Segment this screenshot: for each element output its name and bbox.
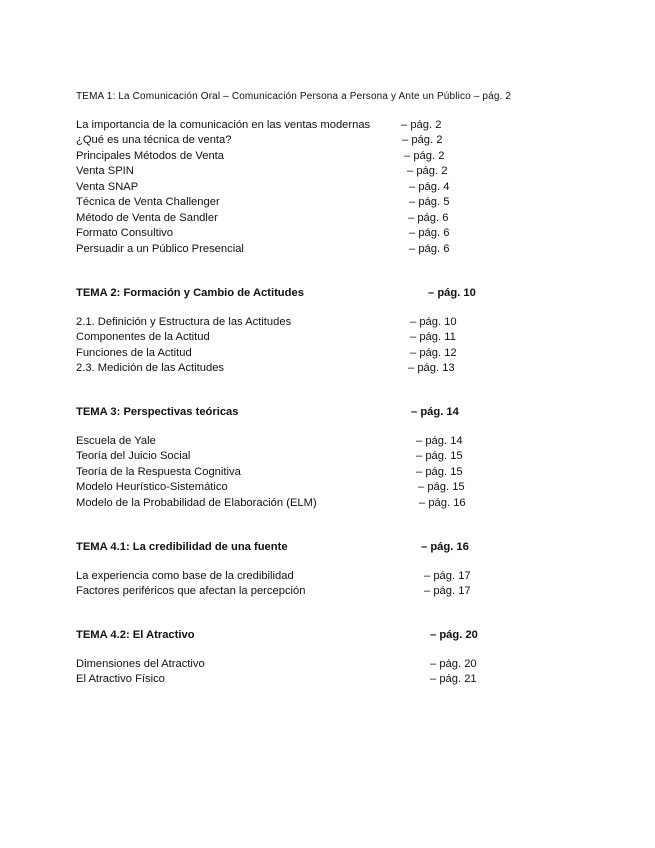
toc-item-label: Técnica de Venta Challenger xyxy=(76,196,220,208)
toc-item-label: Teoría del Juicio Social xyxy=(76,450,191,462)
toc-item-page: – pág. 15 xyxy=(416,450,463,462)
toc-item-label: Escuela de Yale xyxy=(76,435,156,447)
toc-item-page: – pág. 2 xyxy=(404,150,445,162)
toc-item-page: – pág. 14 xyxy=(416,435,463,447)
toc-item-page: – pág. 6 xyxy=(409,227,450,239)
tema3-heading: TEMA 3: Perspectivas teóricas xyxy=(76,406,239,418)
toc-item-label: Venta SPIN xyxy=(76,165,134,177)
toc-item-page: – pág. 2 xyxy=(402,134,443,146)
toc-item-label: Venta SNAP xyxy=(76,181,139,193)
toc-item-page: – pág. 11 xyxy=(410,331,456,343)
toc-item-label: La importancia de la comunicación en las ventas modernas xyxy=(76,119,371,131)
tema41-heading: TEMA 4.1: La credibilidad de una fuente xyxy=(76,541,288,553)
toc-item-label: Funciones de la Actitud xyxy=(76,347,192,359)
toc-item-page: – pág. 6 xyxy=(409,243,450,255)
tema1-heading: TEMA 1: La Comunicación Oral – Comunicación Persona a Persona y Ante un Público – pág. 2 xyxy=(76,91,512,102)
toc-item-page: – pág. 5 xyxy=(409,196,450,208)
toc-item-label: Modelo de la Probabilidad de Elaboración (ELM) xyxy=(76,497,317,509)
toc-item-page: – pág. 2 xyxy=(407,165,448,177)
toc-item-label: Principales Métodos de Venta xyxy=(76,150,225,162)
toc-item-page: – pág. 10 xyxy=(410,316,457,328)
toc-item-label: La experiencia como base de la credibilidad xyxy=(76,570,294,582)
toc-item-page: – pág. 15 xyxy=(416,466,463,478)
toc-item-page: – pág. 16 xyxy=(419,497,466,509)
toc-item-label: Método de Venta de Sandler xyxy=(76,212,218,224)
toc-item-label: 2.1. Definición y Estructura de las Actitudes xyxy=(76,316,292,328)
toc-item-label: Teoría de la Respuesta Cognitiva xyxy=(76,466,241,478)
toc-item-page: – pág. 17 xyxy=(424,570,471,582)
toc-item-label: Factores periféricos que afectan la percepción xyxy=(76,585,306,597)
tema41-heading-page: – pág. 16 xyxy=(421,541,469,553)
toc-item-page: – pág. 21 xyxy=(430,673,477,685)
toc-item-label: Persuadir a un Público Presencial xyxy=(76,243,244,255)
toc-item-label: ¿Qué es una técnica de venta? xyxy=(76,134,232,146)
tema3-heading-page: – pág. 14 xyxy=(411,406,459,418)
toc-item-page: – pág. 6 xyxy=(408,212,449,224)
tema42-heading: TEMA 4.2: El Atractivo xyxy=(76,629,195,641)
toc-item-page: – pág. 13 xyxy=(408,362,455,374)
toc-item-page: – pág. 15 xyxy=(418,481,465,493)
toc-item-page: – pág. 4 xyxy=(409,181,450,193)
toc-item-page: – pág. 12 xyxy=(410,347,457,359)
toc-item-label: El Atractivo Físico xyxy=(76,673,165,685)
toc-item-page: – pág. 2 xyxy=(401,119,442,131)
toc-item-page: – pág. 20 xyxy=(430,658,477,670)
tema42-heading-page: – pág. 20 xyxy=(430,629,478,641)
toc-item-label: Modelo Heurístico-Sistemático xyxy=(76,481,228,493)
toc-item-label: Formato Consultivo xyxy=(76,227,173,239)
tema2-heading-page: – pág. 10 xyxy=(428,287,476,299)
toc-item-page: – pág. 17 xyxy=(424,585,471,597)
tema2-heading: TEMA 2: Formación y Cambio de Actitudes xyxy=(76,287,304,299)
toc-item-label: Dimensiones del Atractivo xyxy=(76,658,205,670)
toc-item-label: 2.3. Medición de las Actitudes xyxy=(76,362,225,374)
toc-item-label: Componentes de la Actitud xyxy=(76,331,210,343)
